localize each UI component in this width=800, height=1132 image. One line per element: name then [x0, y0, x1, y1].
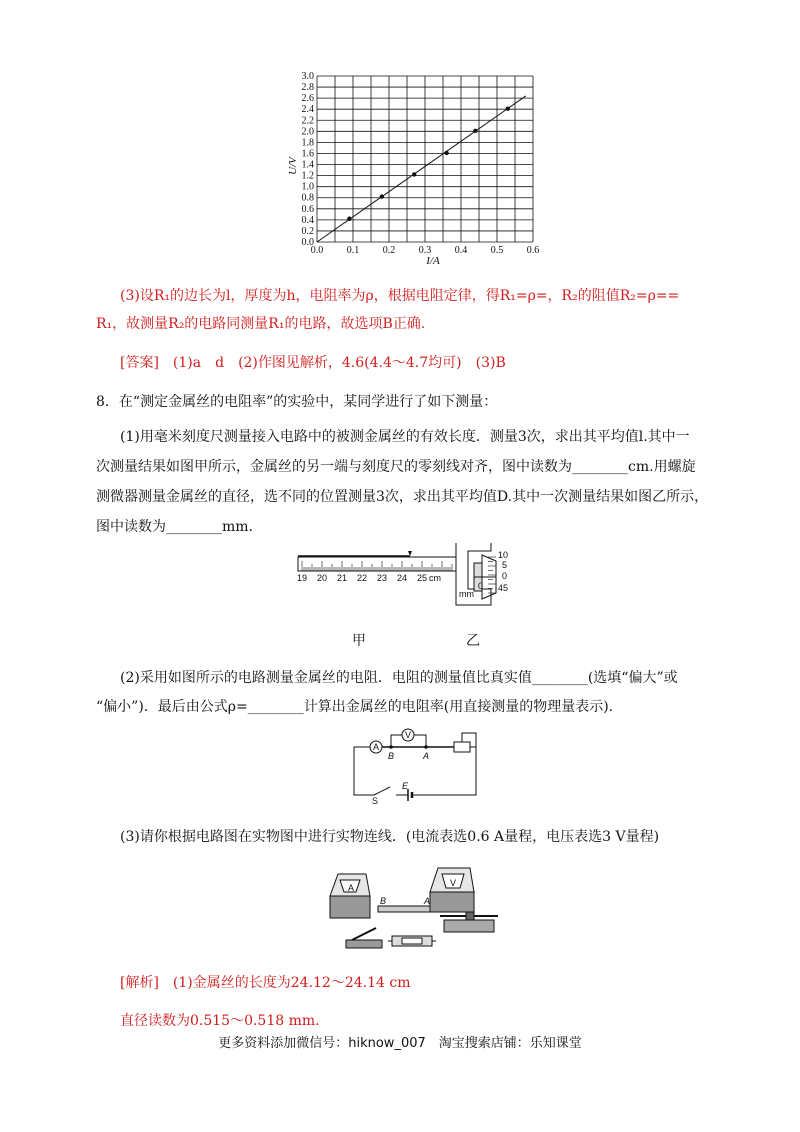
board-end-b: A	[424, 896, 431, 906]
micro-label-10: 10	[498, 550, 509, 560]
x-tick-label: 0.5	[490, 245, 504, 256]
micro-label-0: 0	[502, 571, 508, 581]
q8-part2-line2: “偏小”)．最后由公式ρ=________计算出金属丝的电阻率(用直接测量的物理量表示).	[96, 699, 614, 715]
x-tick-label: 0.0	[310, 245, 324, 256]
node-a-label: A	[423, 751, 430, 761]
footer-note: 更多资料添加微信号：hiknow_007 淘宝搜索店铺：乐知课堂	[218, 1036, 582, 1051]
y-tick-label: 0.2	[301, 225, 314, 237]
metal-wire-board	[378, 896, 434, 912]
board-end-a: B	[380, 896, 387, 906]
wire-bottom-right	[412, 755, 476, 795]
sleeve-zero: 0	[478, 581, 484, 591]
q8-part1-line1: (1)用毫米刻度尺测量接入电路中的被测金属丝的有效长度．测量3次，求出其平均值l.其中一	[120, 429, 690, 445]
circuit-diagram	[346, 725, 486, 805]
ruler-ticks	[302, 561, 452, 571]
x-tick-labels	[311, 245, 540, 256]
ammeter-device	[330, 874, 370, 918]
micro-label-5: 5	[502, 560, 508, 570]
voltmeter-device	[430, 868, 474, 912]
analysis-line: [解析] (1)金属丝的长度为24.12～24.14 cm	[120, 975, 411, 991]
y-tick-label: 3.0	[301, 71, 314, 82]
switch-label: S	[372, 796, 379, 805]
y-tick-label: 2.6	[301, 93, 314, 105]
y-tick-label: 0.6	[301, 203, 314, 215]
x-tick-label: 0.2	[382, 245, 396, 256]
wire-left	[354, 747, 376, 795]
switch-lever	[374, 787, 390, 795]
voltmeter-device-label: V	[450, 878, 457, 888]
ruler-label: 21	[336, 573, 348, 583]
ruler-label: 19	[296, 573, 308, 583]
battery-device	[388, 936, 436, 946]
voltmeter-label: V	[405, 730, 412, 740]
battery-label: E	[402, 781, 409, 791]
y-tick-label: 0.4	[301, 214, 314, 226]
ruler-label: 25	[416, 573, 428, 583]
question-8-title: 8．在“测定金属丝的电阻率”的实验中，某同学进行了如下测量：	[96, 394, 498, 410]
y-tick-label: 1.6	[301, 148, 314, 160]
solution-part3-line2: R₁，故测量R₂的电路同测量R₁的电路，故选项B正确.	[96, 316, 426, 332]
q8-part1-line3: 测微器测量金属丝的直径，选不同的位置测量3次，求出其平均值D.其中一次测量结果如图乙所示，	[96, 489, 709, 505]
ruler-label: 24	[396, 573, 408, 583]
q8-part1-line4: 图中读数为________mm.	[96, 519, 254, 535]
y-tick-label: 1.4	[301, 159, 314, 171]
ammeter-label: A	[373, 742, 380, 752]
answer-line: [答案] (1)a d (2)作图见解析，4.6(4.4～4.7均可) (3)B	[120, 355, 506, 371]
y-tick-label: 1.8	[301, 137, 314, 149]
ruler-label: 23	[376, 573, 388, 583]
micrometer-unit: mm	[459, 589, 474, 599]
ruler-unit: cm	[429, 573, 441, 583]
node-b-label: B	[388, 751, 395, 761]
rheostat-symbol	[454, 742, 470, 752]
ruler-micrometer-figure	[296, 543, 526, 613]
x-tick-label: 0.1	[346, 245, 360, 256]
x-tick-label: 0.6	[526, 245, 540, 256]
y-axis-label: U/V	[287, 157, 299, 175]
rheostat-device	[440, 912, 498, 932]
u-i-chart	[280, 66, 550, 266]
solution-part3-line1: (3)设R₁的边长为l，厚度为h，电阻率为ρ，根据电阻定律，得R₁=ρ=，R₂的阻值R₂=ρ==	[120, 288, 680, 304]
thimble-ticks	[488, 557, 496, 593]
x-tick-label: 0.3	[418, 245, 432, 256]
micro-label-45: 45	[498, 583, 509, 593]
apparatus-figure	[326, 864, 506, 956]
ruler-label: 22	[356, 573, 368, 583]
figure-label-yi: 乙	[466, 633, 480, 649]
y-tick-labels	[302, 71, 315, 248]
diameter-line: 直径读数为0.515～0.518 mm.	[120, 1013, 320, 1029]
y-tick-label: 2.8	[301, 82, 314, 94]
figure-label-jia: 甲	[352, 633, 366, 649]
y-tick-label: 1.2	[301, 170, 314, 182]
q8-part3: (3)请你根据电路图在实物图中进行实物连线．(电流表选0.6 A量程，电压表选3 V量程)	[120, 829, 660, 845]
ammeter-device-label: A	[348, 883, 355, 893]
y-tick-label: 1.0	[301, 181, 314, 193]
x-axis-label: I/A	[426, 255, 440, 266]
y-tick-label: 0.0	[301, 237, 314, 248]
q8-part1-line2: 次测量结果如图甲所示，金属丝的另一端与刻度尺的零刻线对齐，图中读数为________cm.用螺旋	[96, 459, 696, 475]
ruler-labels	[297, 573, 427, 583]
q8-part2-line1: (2)采用如图所示的电路测量金属丝的电阻．电阻的测量值比真实值________(选填“偏大”或	[120, 670, 678, 686]
y-tick-label: 0.8	[301, 192, 314, 204]
x-tick-label: 0.4	[454, 245, 468, 256]
y-tick-label: 2.4	[301, 104, 314, 116]
switch-device	[346, 928, 382, 948]
ruler-label: 20	[316, 573, 328, 583]
y-tick-label: 2.2	[301, 115, 314, 127]
y-tick-label: 2.0	[301, 126, 314, 138]
